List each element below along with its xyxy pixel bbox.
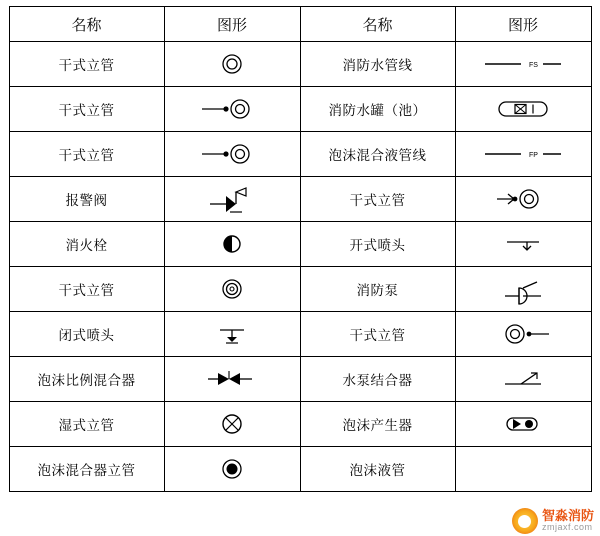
pump-connector-icon	[455, 357, 591, 402]
symbol-name: 干式立管	[9, 267, 164, 312]
symbol-name: 干式立管	[300, 177, 455, 222]
symbol-name: 水泵结合器	[300, 357, 455, 402]
fire-pump-icon	[455, 267, 591, 312]
watermark-subtitle: zmjaxf.com	[541, 522, 593, 533]
table-row	[9, 222, 591, 267]
symbol-name: 干式立管	[9, 87, 164, 132]
flame-badge-icon	[512, 508, 538, 534]
empty-symbol-cell	[455, 447, 591, 492]
header-symbol-left: 图形	[164, 7, 300, 42]
symbol-name: 闭式喷头	[9, 312, 164, 357]
symbol-name: 消防水管线	[300, 42, 455, 87]
table-row	[9, 177, 591, 222]
line-dot-double-circle-icon	[164, 132, 300, 177]
alarm-valve-icon	[164, 177, 300, 222]
header-name-right: 名称	[300, 7, 455, 42]
double-circle-line-icon	[455, 312, 591, 357]
svg-text:FP: FP	[529, 152, 538, 159]
foam-proportioner-icon	[164, 357, 300, 402]
symbol-name: 泡沫混合液管线	[300, 132, 455, 177]
watermark-text	[542, 509, 594, 532]
svg-text:FS: FS	[529, 62, 538, 69]
symbol-name: 泡沫混合器立管	[9, 447, 164, 492]
table-row	[9, 312, 591, 357]
filled-circle-ring-icon	[164, 447, 300, 492]
concentric-circle-icon	[164, 267, 300, 312]
symbol-name: 泡沫液管	[300, 447, 455, 492]
line-dot-double-circle-icon	[164, 87, 300, 132]
line-fp-label-icon	[455, 132, 591, 177]
table-row	[9, 447, 591, 492]
open-sprinkler-icon	[455, 222, 591, 267]
symbol-name: 干式立管	[9, 42, 164, 87]
table-row	[9, 402, 591, 447]
foam-generator-icon	[455, 402, 591, 447]
closed-sprinkler-icon	[164, 312, 300, 357]
symbol-name: 消防水罐（池）	[300, 87, 455, 132]
symbol-name: 湿式立管	[9, 402, 164, 447]
symbol-name: 报警阀	[9, 177, 164, 222]
header-symbol-right: 图形	[455, 7, 591, 42]
table-row	[9, 42, 591, 87]
table-row	[9, 267, 591, 312]
symbol-name: 开式喷头	[300, 222, 455, 267]
crossed-circle-icon	[164, 402, 300, 447]
symbol-name: 泡沫比例混合器	[9, 357, 164, 402]
half-filled-circle-icon	[164, 222, 300, 267]
symbol-name: 消防泵	[300, 267, 455, 312]
symbol-name: 泡沫产生器	[300, 402, 455, 447]
watermark	[512, 508, 594, 534]
fire-protection-symbol-table	[9, 6, 592, 492]
table-row	[9, 132, 591, 177]
double-circle-icon	[164, 42, 300, 87]
header-name-left: 名称	[9, 7, 164, 42]
arrow-double-circle-icon	[455, 177, 591, 222]
watermark-title: 智淼消防	[541, 508, 594, 524]
table-row	[9, 357, 591, 402]
tank-crossed-box-icon	[455, 87, 591, 132]
line-fs-label-icon	[455, 42, 591, 87]
table-header-row	[9, 7, 591, 42]
symbol-name: 干式立管	[9, 132, 164, 177]
table-row	[9, 87, 591, 132]
symbol-name: 消火栓	[9, 222, 164, 267]
symbol-name: 干式立管	[300, 312, 455, 357]
